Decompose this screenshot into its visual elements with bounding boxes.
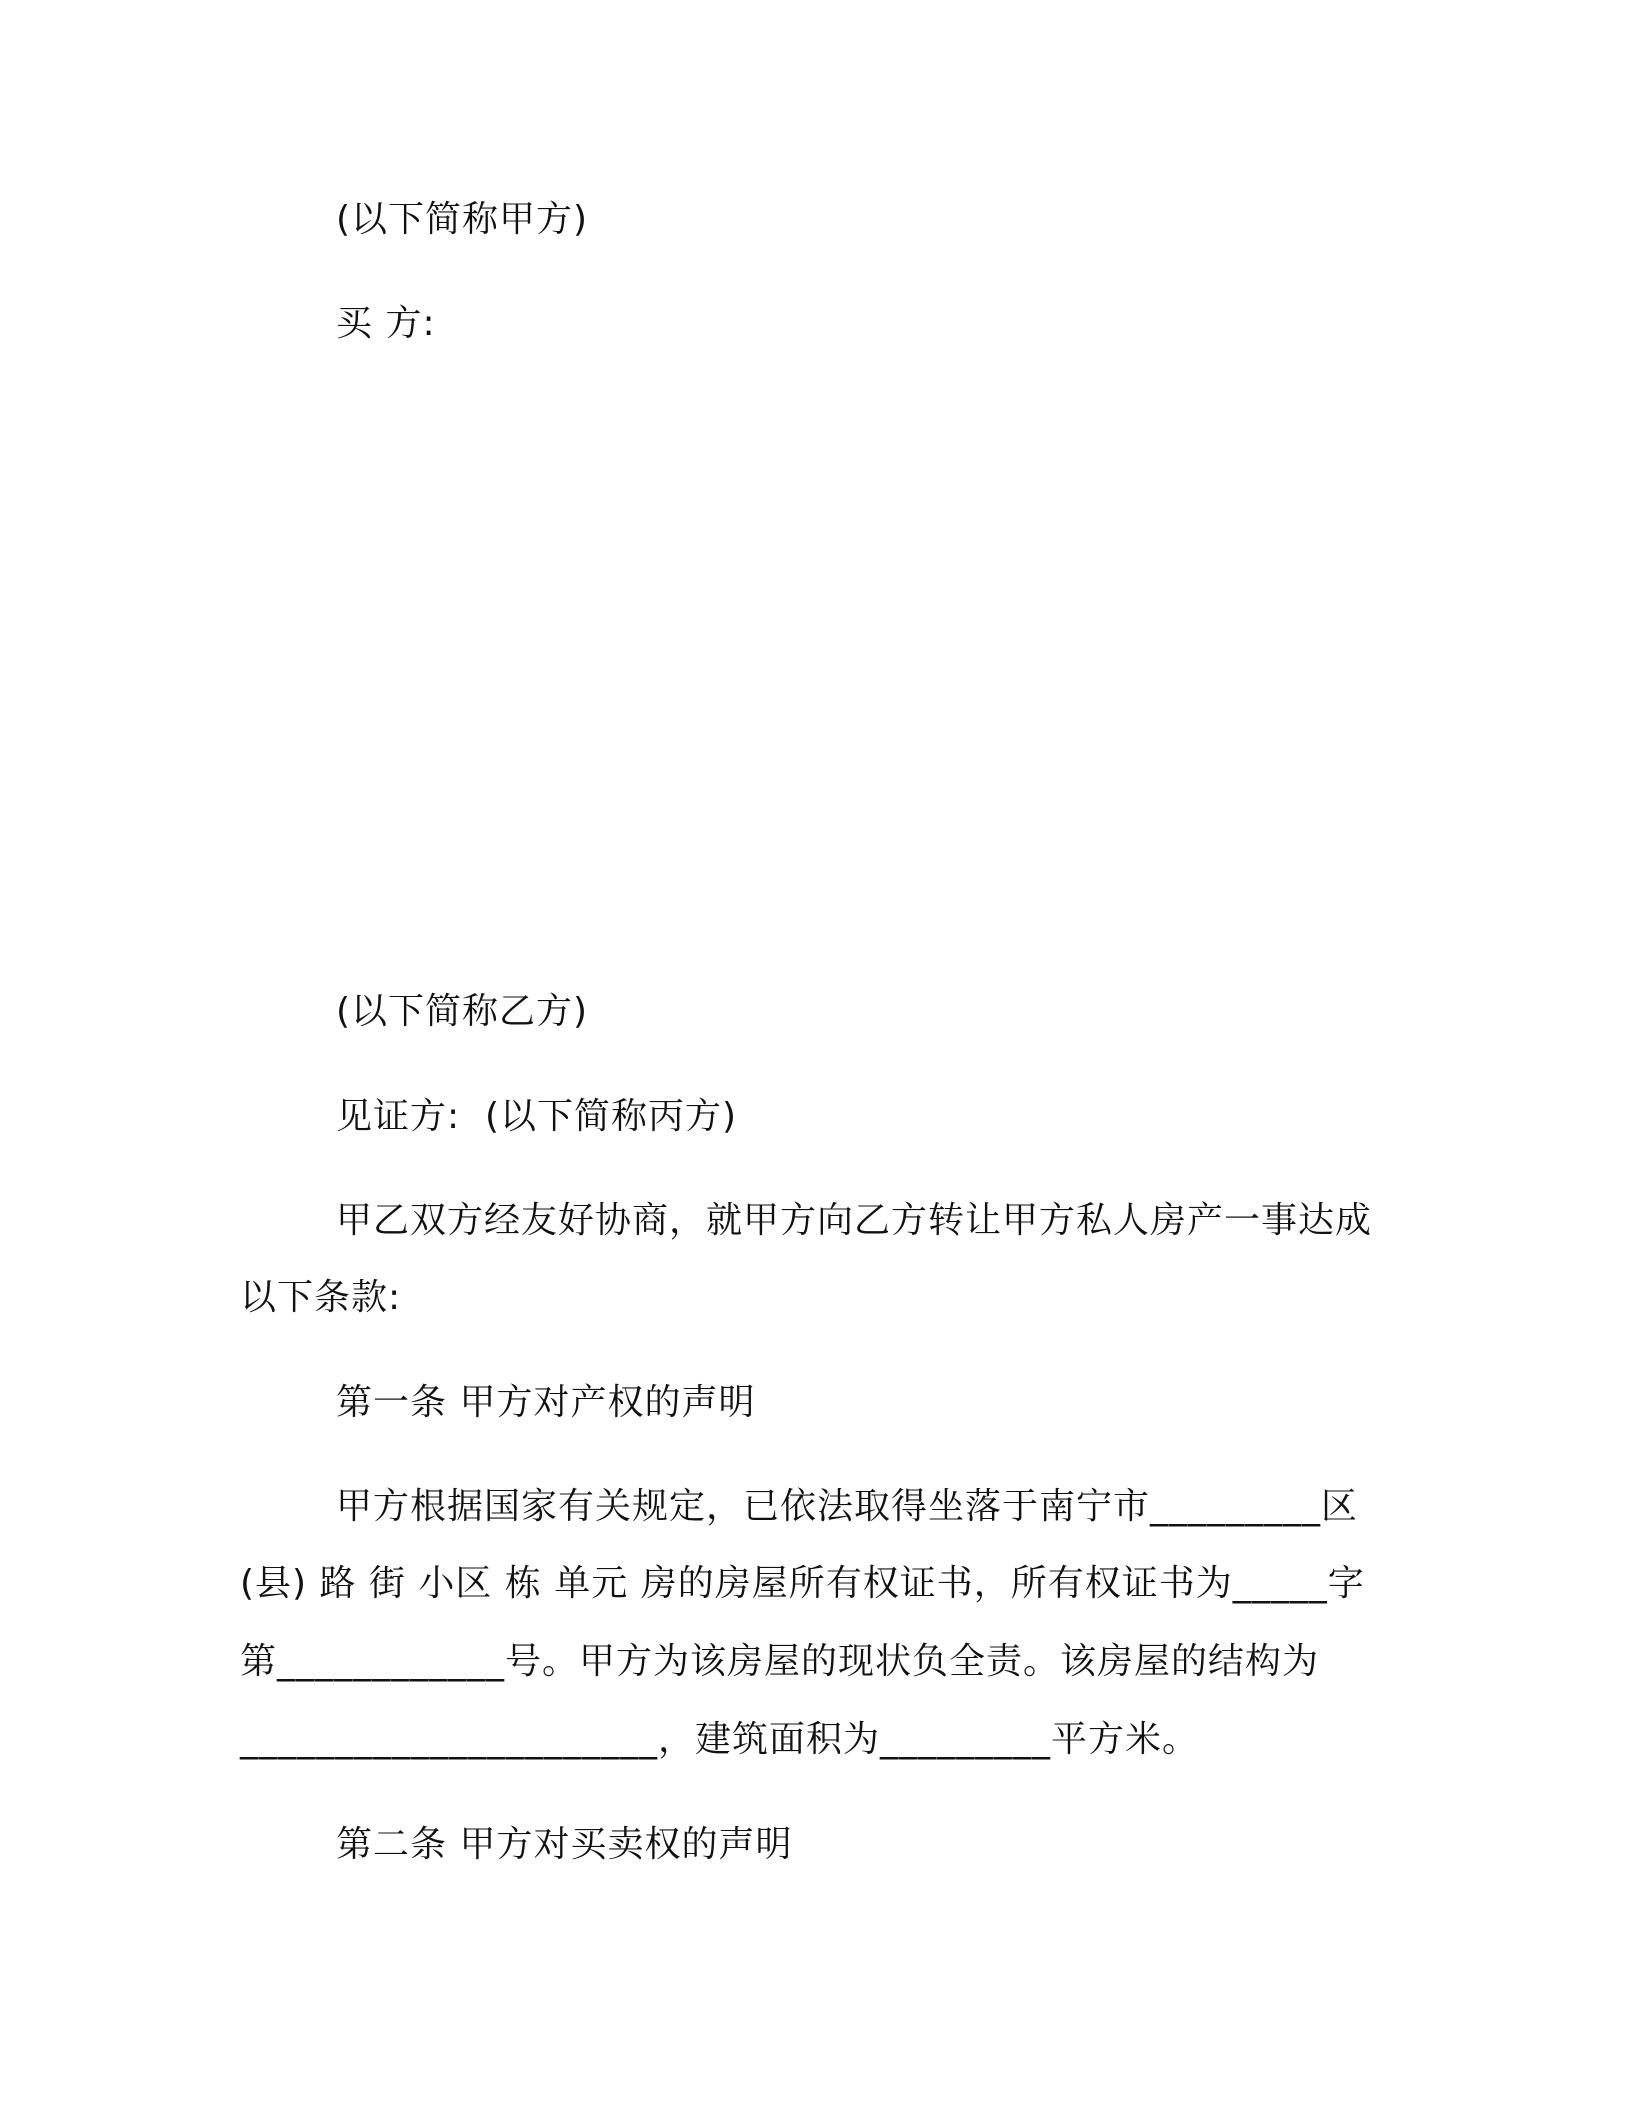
article1-line-1: 甲方根据国家有关规定，已依法取得坐落于南宁市_________区 [336, 1486, 1359, 1527]
seller-alias: (以下简称甲方) [336, 199, 589, 240]
intro-line-2: 以下条款: [240, 1277, 402, 1318]
article1-line-2: (县) 路 街 小区 栋 单元 房的房屋所有权证书，所有权证书为_____字 [240, 1563, 1365, 1604]
witness-line: 见证方: (以下简称丙方) [336, 1096, 738, 1137]
article1-line-4: ______________________，建筑面积为_________平方米。 [240, 1719, 1200, 1760]
article1-line-3: 第____________号。甲方为该房屋的现状负全责。该房屋的结构为 [240, 1641, 1320, 1682]
buyer-alias: (以下简称乙方) [336, 991, 589, 1032]
article1-heading: 第一条 甲方对产权的声明 [336, 1382, 756, 1423]
intro-line-1: 甲乙双方经友好协商，就甲方向乙方转让甲方私人房产一事达成 [336, 1200, 1373, 1241]
article2-heading: 第二条 甲方对买卖权的声明 [336, 1824, 793, 1865]
buyer-label: 买 方: [336, 303, 436, 344]
